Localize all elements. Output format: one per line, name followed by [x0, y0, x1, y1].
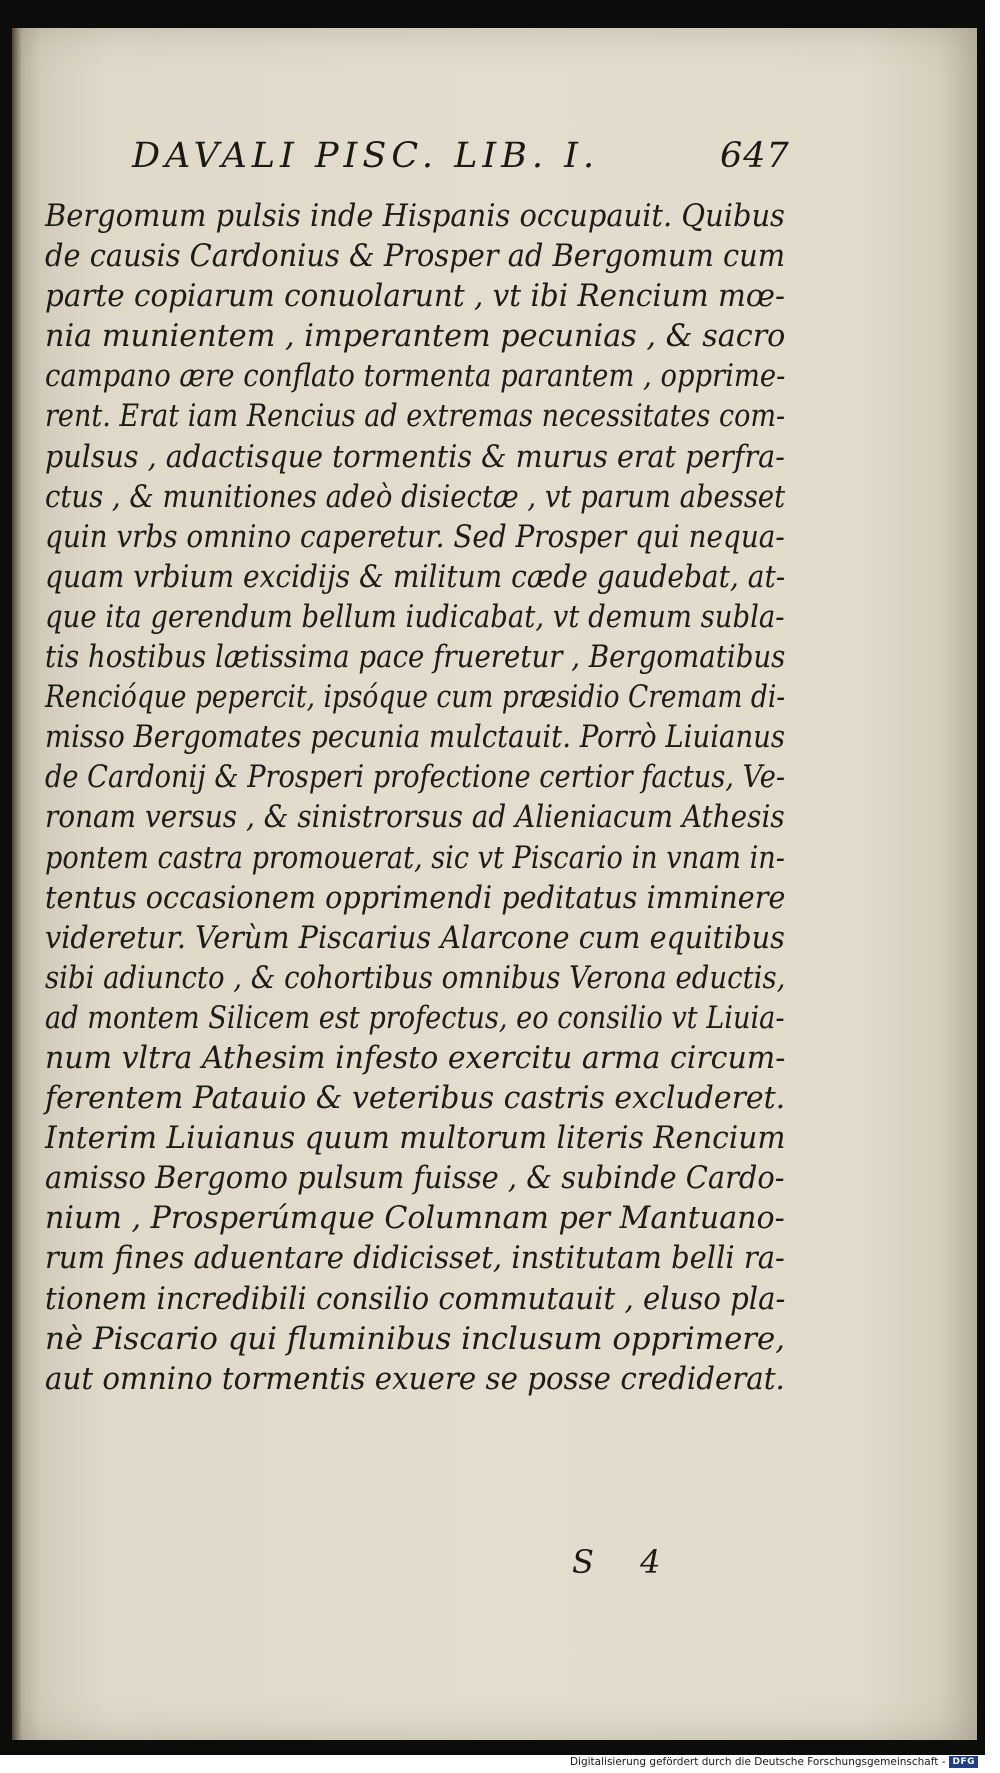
dfg-logo: DFG [949, 1756, 978, 1768]
text-line: tentus occasionem opprimendi peditatus imminere [45, 879, 786, 916]
text-line: de causis Cardonius & Prosper ad Bergomum cum [45, 238, 786, 275]
signature-mark: S 4 [572, 1543, 679, 1581]
text-line: ferentem Patauio & veteribus castris excluderet. [45, 1080, 786, 1117]
text-line: misso Bergomates pecunia mulctauit. Porrò Liuianus [45, 719, 786, 756]
text-line: amisso Bergomo pulsum fuisse , & subinde Cardo- [45, 1160, 785, 1197]
text-line: Interim Liuianus quum multorum literis Rencium [45, 1120, 786, 1157]
text-line: nia munientem , imperantem pecunias , & sacro [45, 318, 786, 355]
text-line: de Cardonij & Prosperi profectione certior factus, Ve- [45, 759, 786, 796]
running-head [132, 136, 790, 186]
text-line: que ita gerendum bellum iudicabat, vt demum subla- [45, 598, 785, 635]
text-line: campano ære conflato tormenta parantem , opprime- [45, 358, 786, 395]
book-page [12, 28, 977, 1740]
text-line: tionem incredibili consilio commutauit , eluso pla- [45, 1280, 786, 1317]
text-line: Rencióque pepercit, ipsóque cum præsidio Cremam di- [45, 679, 786, 716]
page-number: 647 [720, 136, 790, 176]
text-line: nè Piscario qui fluminibus inclusum opprimere, [45, 1320, 786, 1357]
text-line: quin vrbs omnino caperetur. Sed Prosper qui nequa- [45, 518, 785, 555]
text-line: num vltra Athesim infesto exercitu arma circum- [45, 1039, 786, 1076]
text-line: rent. Erat iam Rencius ad extremas necessitates com- [45, 398, 786, 435]
body-text [45, 196, 785, 1399]
text-line: rum fines aduentare didicisset, institutam belli ra- [45, 1240, 785, 1277]
text-line: aut omnino tormentis exuere se posse crediderat. [45, 1360, 785, 1397]
text-line: videretur. Verùm Piscarius Alarcone cum equitibus [45, 919, 785, 956]
digitization-credit [570, 1753, 978, 1771]
text-line: Bergomum pulsis inde Hispanis occupauit. Quibus [45, 198, 785, 234]
text-line: pontem castra promouerat, sic vt Piscario in vnam in- [45, 839, 785, 876]
text-line: sibi adiuncto , & cohortibus omnibus Verona eductis, [45, 959, 786, 996]
text-line: ad montem Silicem est profectus, eo consilio vt Liuia- [45, 999, 785, 1036]
credit-text: Digitalisierung gefördert durch die Deutsche Forschungsgemeinschaft - [569, 1756, 946, 1768]
text-line: tis hostibus lætissima pace frueretur , Bergomatibus [45, 639, 786, 676]
running-head-title: DAVALI PISC. LIB. I. [132, 136, 600, 176]
text-line: quam vrbium excidijs & militum cæde gaudebat, at- [45, 558, 786, 595]
text-line: ronam versus , & sinistrorsus ad Alieniacum Athesis [45, 799, 785, 836]
text-line: parte copiarum conuolarunt , vt ibi Rencium mœ- [45, 278, 785, 315]
text-line: nium , Prosperúmque Columnam per Mantuano- [45, 1200, 785, 1237]
text-line: pulsus , adactisque tormentis & murus erat perfra- [45, 438, 785, 475]
text-line: ctus , & munitiones adeò disiectæ , vt parum abesset [45, 478, 786, 515]
